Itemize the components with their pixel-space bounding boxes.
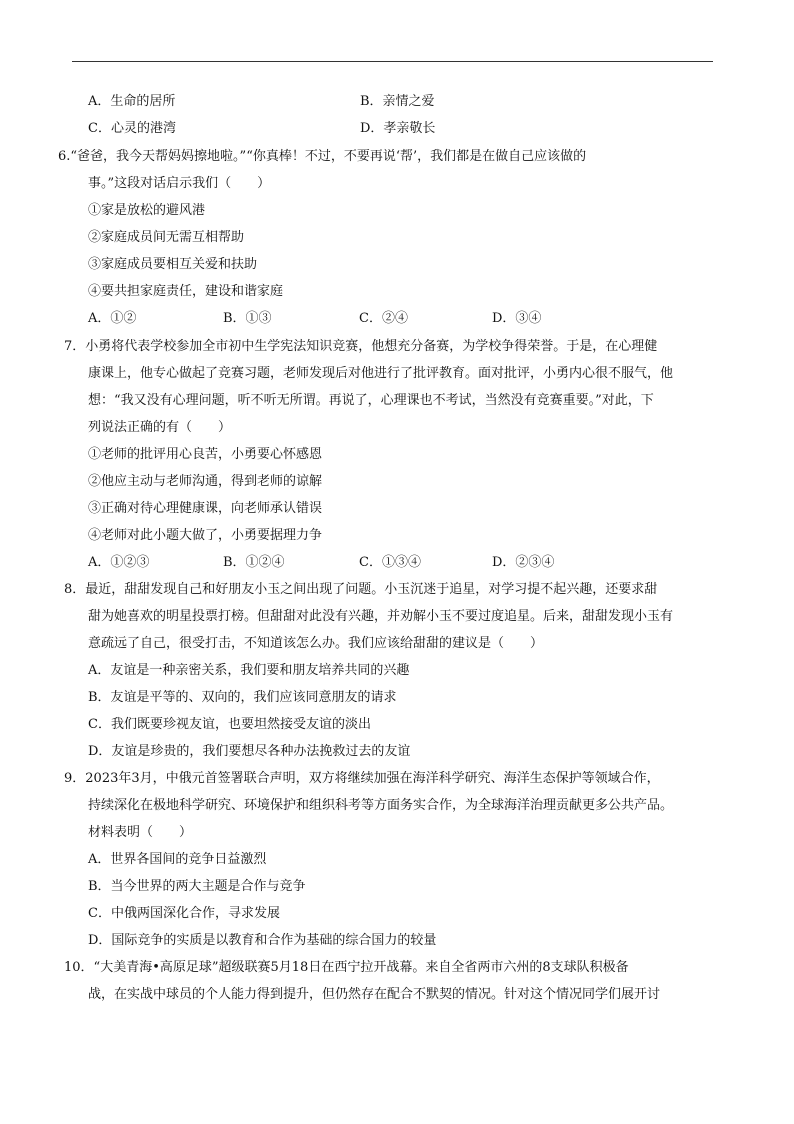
statement-2: ②他应主动与老师沟通，得到老师的谅解 [88,474,323,489]
question-10-stem-line-1: 10．“大美青海•高原足球”超级联赛5月18日在西宁拉开战幕。来自全省两市六州的8支球队积极备 [64,960,629,975]
option-d: D．国际竞争的实质是以教育和合作为基础的综合国力的较量 [88,933,437,948]
statement-1: ①老师的批评用心良苦，小勇要心怀感恩 [88,447,323,462]
option-d: D．友谊是珍贵的，我们要想尽各种办法挽救过去的友谊 [88,744,411,759]
statement-4: ④要共担家庭责任，建设和谐家庭 [88,284,284,299]
question-9-stem-line-2: 持续深化在极地科学研究、环境保护和组织科考等方面务实合作，为全球海洋治理贡献更多公共产品。 [88,798,674,813]
option-b: B．亲情之爱 [360,94,435,109]
option-c: C．我们既要珍视友谊，也要坦然接受友谊的淡出 [88,717,371,732]
option-d: D．③④ [492,311,542,326]
question-9-stem-line-1: 9．2023年3月，中俄元首签署联合声明，双方将继续加强在海洋科学研究、海洋生态保护等领域合作， [64,771,660,786]
option-b: B．当今世界的两大主题是合作与竞争 [88,879,306,894]
question-6-stem-line-1: 6.“爸爸，我今天帮妈妈擦地啦。”“你真棒！不过，不要再说‘帮’，我们都是在做自己应该做的 [58,149,587,164]
question-7-stem-line-4: 列说法正确的有（ ） [88,420,232,435]
option-c: C．中俄两国深化合作，寻求发展 [88,906,280,921]
option-a: A．①②③ [88,555,150,570]
question-7-stem-line-3: 想：“我又没有心理问题，听不听无所谓。再说了，心理课也不考试，当然没有竞赛重要。”对此，下 [88,393,654,408]
option-c: C．①③④ [359,555,421,570]
option-b: B．①②④ [223,555,285,570]
option-b: B．①③ [223,311,272,326]
statement-3: ③家庭成员要相互关爱和扶助 [88,257,258,272]
statement-4: ④老师对此小题大做了，小勇要据理力争 [88,528,323,543]
question-10-stem-line-2: 战，在实战中球员的个人能力得到提升，但仍然存在配合不默契的情况。针对这个情况同学们展开讨 [88,987,661,1002]
option-a: A．友谊是一种亲密关系，我们要和朋友培养共同的兴趣 [88,663,410,678]
statement-2: ②家庭成员间无需互相帮助 [88,230,245,245]
option-d: D．孝亲敬长 [360,121,436,136]
question-9-stem-line-3: 材料表明（ ） [88,825,193,840]
statement-1: ①家是放松的避风港 [88,203,206,218]
question-7-stem-line-1: 7．小勇将代表学校参加全市初中生学宪法知识竞赛，他想充分备赛，为学校争得荣誉。于是，在心理健 [64,339,658,354]
question-7-stem-line-2: 康课上，他专心做起了竞赛习题，老师发现后对他进行了批评教育。面对批评，小勇内心很不服气，他 [88,366,674,381]
option-a: A．生命的居所 [88,94,176,109]
option-c: C．心灵的港湾 [88,121,176,136]
option-d: D．②③④ [492,555,555,570]
question-8-stem-line-2: 甜为她喜欢的明星投票打榜。但甜甜对此没有兴趣，并劝解小玉不要过度追星。后来，甜甜发现小玉有 [88,609,674,624]
header-rule [72,61,713,62]
statement-3: ③正确对待心理健康课，向老师承认错误 [88,501,323,516]
question-6-stem-line-2: 事。”这段对话启示我们（ ） [88,176,271,191]
question-8-stem-line-1: 8．最近，甜甜发现自己和好朋友小玉之间出现了问题。小玉沉迷于追星，对学习提不起兴趣，还要求甜 [64,582,658,597]
option-b: B．友谊是平等的、双向的，我们应该同意朋友的请求 [88,690,397,705]
option-c: C．②④ [359,311,408,326]
option-a: A．①② [88,311,137,326]
question-8-stem-line-3: 意疏远了自己，很受打击，不知道该怎么办。我们应该给甜甜的建议是（ ） [88,636,544,651]
option-a: A．世界各国间的竞争日益激烈 [88,852,267,867]
